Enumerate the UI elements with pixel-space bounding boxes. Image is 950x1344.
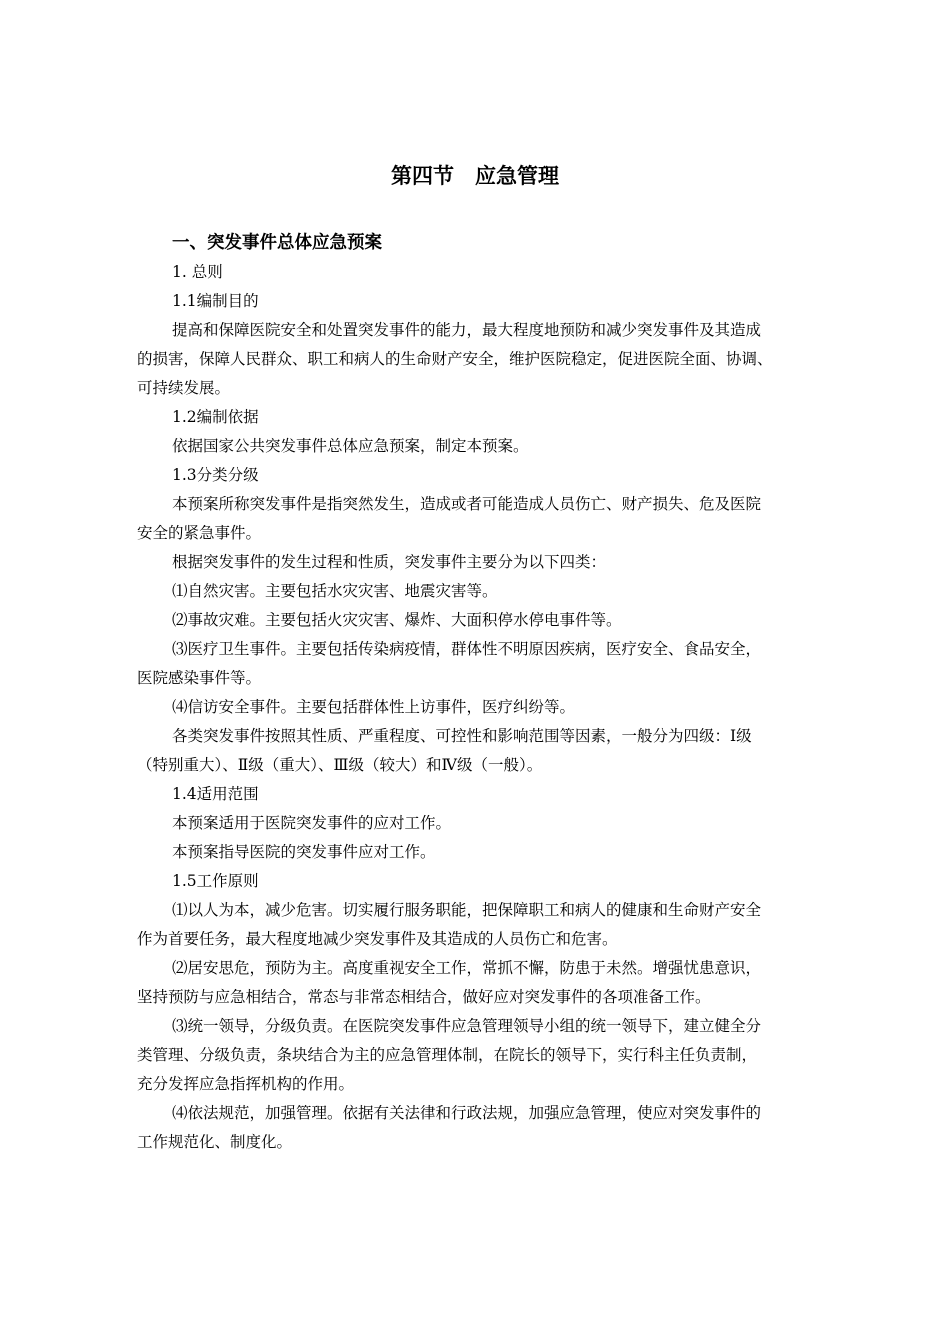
paragraph-line: 本预案所称突发事件是指突然发生，造成或者可能造成人员伤亡、财产损失、危及医院 — [172, 495, 762, 513]
paragraph-line: 1. 总则 — [172, 263, 223, 281]
paragraph-line: 1.4适用范围 — [172, 785, 259, 803]
paragraph-line: 提高和保障医院安全和处置突发事件的能力，最大程度地预防和减少突发事件及其造成 — [172, 321, 762, 339]
paragraph-line: 安全的紧急事件。 — [137, 524, 262, 542]
paragraph-line: ⑵事故灾难。主要包括火灾灾害、爆炸、大面积停水停电事件等。 — [172, 611, 622, 629]
paragraph-line: 医院感染事件等。 — [137, 669, 262, 687]
paragraph-line: ⑷依法规范，加强管理。依据有关法律和行政法规，加强应急管理，使应对突发事件的 — [172, 1104, 762, 1122]
paragraph-line: 的损害，保障人民群众、职工和病人的生命财产安全，维护医院稳定，促进医院全面、协调、 — [137, 350, 773, 368]
paragraph-line: 1.1编制目的 — [172, 292, 259, 310]
paragraph-line: ⑴自然灾害。主要包括水灾灾害、地震灾害等。 — [172, 582, 498, 600]
paragraph-line: 工作规范化、制度化。 — [137, 1133, 293, 1151]
paragraph-line: 根据突发事件的发生过程和性质，突发事件主要分为以下四类： — [172, 553, 607, 571]
paragraph-line: ⑶统一领导，分级负责。在医院突发事件应急管理领导小组的统一领导下，建立健全分 — [172, 1017, 762, 1035]
paragraph-line: 可持续发展。 — [137, 379, 231, 397]
page-title: 第四节 应急管理 — [391, 164, 559, 188]
paragraph-line: 依据国家公共突发事件总体应急预案，制定本预案。 — [172, 437, 529, 455]
paragraph-line: 本预案适用于医院突发事件的应对工作。 — [172, 814, 452, 832]
paragraph-line: 类管理、分级负责，条块结合为主的应急管理体制，在院长的领导下，实行科主任负责制， — [137, 1046, 758, 1064]
section-heading: 一、突发事件总体应急预案 — [172, 233, 382, 253]
paragraph-line: 充分发挥应急指挥机构的作用。 — [137, 1075, 355, 1093]
paragraph-line: 1.3分类分级 — [172, 466, 259, 484]
paragraph-line: 坚持预防与应急相结合，常态与非常态相结合，做好应对突发事件的各项准备工作。 — [137, 988, 711, 1006]
paragraph-line: 1.2编制依据 — [172, 408, 259, 426]
paragraph-line: 各类突发事件按照其性质、严重程度、可控性和影响范围等因素，一般分为四级：Ⅰ级 — [172, 727, 752, 745]
document-body — [137, 258, 817, 1157]
paragraph-line: （特别重大）、Ⅱ级（重大）、Ⅲ级（较大）和Ⅳ级（一般）。 — [137, 756, 543, 774]
paragraph-line: ⑵居安思危，预防为主。高度重视安全工作，常抓不懈，防患于未然。增强忧患意识， — [172, 959, 762, 977]
paragraph-line: 作为首要任务，最大程度地减少突发事件及其造成的人员伤亡和危害。 — [137, 930, 618, 948]
paragraph-line: ⑴以人为本，减少危害。切实履行服务职能，把保障职工和病人的健康和生命财产安全 — [172, 901, 762, 919]
paragraph-line: 本预案指导医院的突发事件应对工作。 — [172, 843, 436, 861]
paragraph-line: 1.5工作原则 — [172, 872, 259, 890]
paragraph-line: ⑶医疗卫生事件。主要包括传染病疫情，群体性不明原因疾病，医疗安全、食品安全， — [172, 640, 762, 658]
paragraph-line: ⑷信访安全事件。主要包括群体性上访事件，医疗纠纷等。 — [172, 698, 576, 716]
